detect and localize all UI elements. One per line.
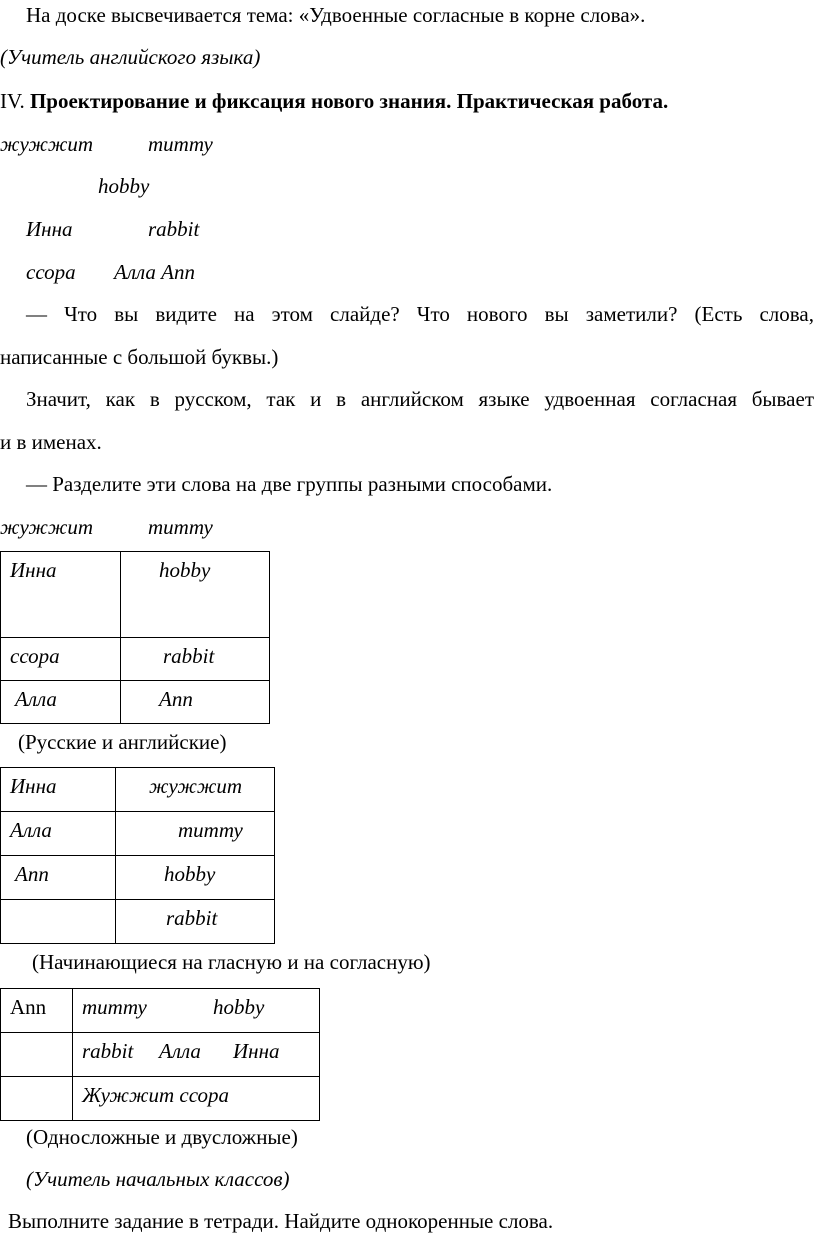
table-row: Алла титту	[1, 812, 275, 856]
table-russian-english	[0, 551, 270, 724]
table-syllables	[0, 988, 320, 1121]
loose-word: титту	[148, 515, 213, 539]
question-line-2: написанные с большой буквы.)	[0, 345, 279, 369]
role-primary-teacher: (Учитель начальных классов)	[26, 1167, 290, 1191]
table-row: ссора rabbit	[1, 638, 270, 681]
table-row: Инна жужжит	[1, 768, 275, 812]
role-english-teacher: (Учитель английского языка)	[0, 45, 261, 69]
section-heading: IV. Проектирование и фиксация нового знания. Практическая работа.	[0, 89, 669, 113]
table-row: Ann титту hobby	[1, 989, 320, 1033]
intro-line: На доске высвечивается тема: «Удвоенные согласные в корне слова».	[26, 3, 646, 27]
slide-word: hobby	[98, 174, 150, 198]
table-row: rabbit Алла Инна	[1, 1033, 320, 1077]
conclusion-line-1: Значит, как в русском, так и в английском языке удвоенная согласная бывает	[26, 387, 814, 411]
question-line-1: — Что вы видите на этом слайде? Что нового вы заметили? (Есть слова,	[26, 302, 814, 326]
table-row: Алла Ann	[1, 681, 270, 724]
slide-word: rabbit	[148, 217, 200, 241]
final-task-line: Выполните задание в тетради. Найдите однокоренные слова.	[8, 1209, 554, 1233]
table-row: Жужжит ссора	[1, 1077, 320, 1121]
task-line: — Разделите эти слова на две группы разными способами.	[26, 472, 553, 496]
table1-caption: (Русские и английские)	[18, 730, 227, 754]
table-row: Ann hobby	[1, 856, 275, 900]
slide-word: ссора	[26, 260, 76, 284]
table2-caption: (Начинающиеся на гласную и на согласную)	[32, 950, 431, 974]
slide-word: Инна	[26, 217, 73, 241]
slide-word: Алла Ann	[114, 260, 195, 284]
slide-word: титту	[148, 132, 213, 156]
table-row: rabbit	[1, 900, 275, 944]
table-vowel-consonant	[0, 767, 275, 944]
conclusion-line-2: и в именах.	[0, 430, 102, 454]
slide-word: жужжит	[0, 132, 94, 156]
table3-caption: (Односложные и двусложные)	[26, 1125, 298, 1149]
table-row: Инна hobby	[1, 552, 270, 638]
loose-word: жужжит	[0, 515, 94, 539]
